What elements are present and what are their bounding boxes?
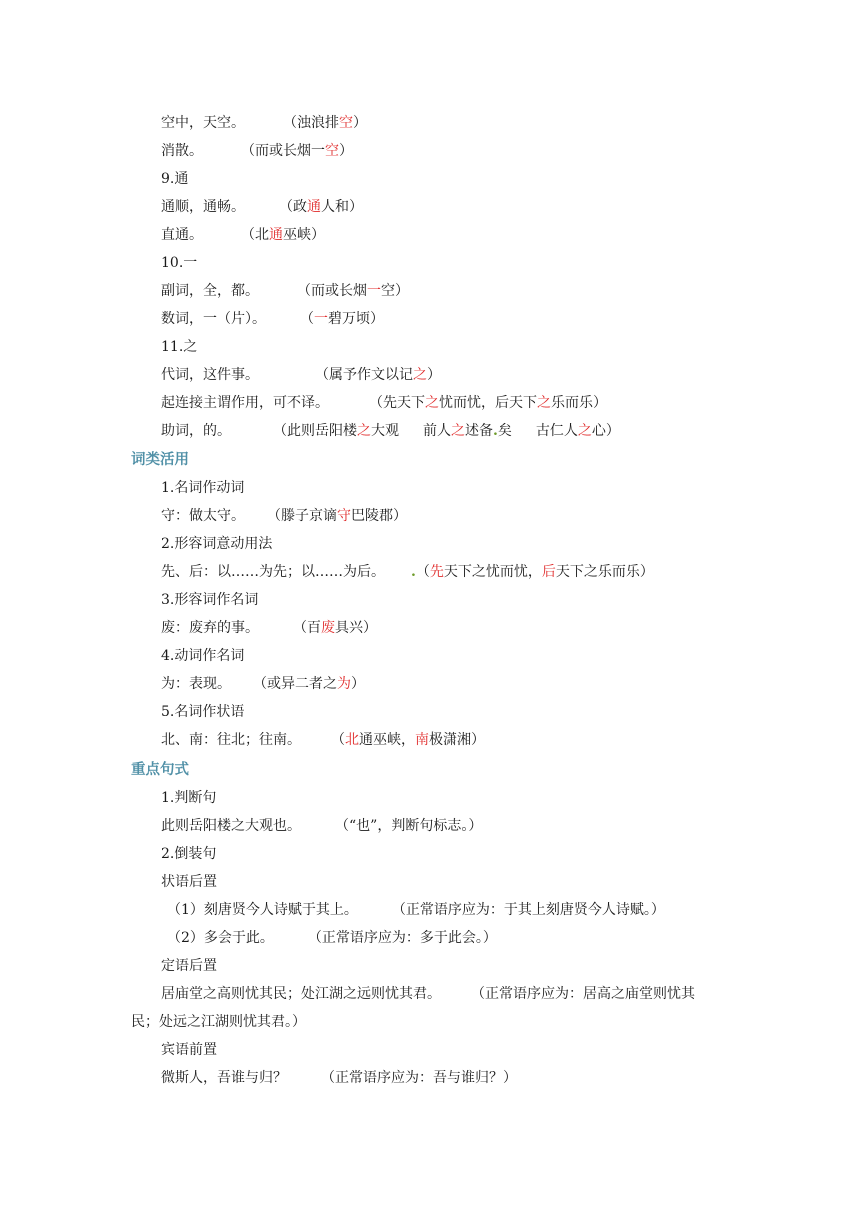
continuation-line: 民；处远之江湖则忧其君。） (131, 1014, 306, 1030)
example-sentence: （而或长烟一空） (241, 143, 353, 159)
highlighted-word: 通 (269, 227, 283, 243)
definition-line (161, 985, 695, 1003)
highlighted-word: 废 (321, 620, 335, 636)
entry-heading: 10.一 (161, 255, 198, 271)
definition-line (161, 142, 353, 160)
highlighted-word: 之 (425, 395, 439, 411)
definition-text: 起连接主谓作用，可不译。 (161, 395, 329, 411)
example-sentence: （此则岳阳楼之大观 前人之述备.矣 古仁人之心） (273, 423, 620, 439)
section-heading: 词类活用 (131, 452, 189, 468)
dot-mark-icon: . (493, 423, 498, 439)
entry-heading: 9.通 (161, 171, 189, 187)
definition-line (161, 563, 654, 581)
example-sentence: （北通巫峡，南极潇湘） (331, 732, 485, 748)
definition-line (161, 114, 367, 132)
highlighted-word: 南 (415, 732, 429, 748)
highlighted-word: 空 (339, 115, 353, 131)
definition-text: （2）多会于此。 (167, 930, 274, 946)
definition-text: 北、南：往北；往南。 (161, 732, 301, 748)
highlighted-word: 之 (413, 367, 427, 383)
subheading: 宾语前置 (161, 1042, 217, 1058)
highlighted-word: 之 (577, 423, 592, 439)
highlighted-word: 后 (541, 564, 556, 580)
entry-heading: 5.名词作状语 (161, 704, 245, 720)
definition-text: 微斯人，吾谁与归？ (161, 1070, 287, 1086)
example-sentence: （“也”，判断句标志。） (335, 818, 483, 834)
example-sentence: （北通巫峡） (241, 227, 325, 243)
definition-line (167, 901, 665, 919)
subheading: 定语后置 (161, 958, 217, 974)
definition-line (161, 226, 325, 244)
definition-line (161, 366, 441, 384)
example-sentence: （先天下之忧而忧，后天下之乐而乐） (369, 395, 607, 411)
example-sentence: （滕子京谪守巴陵郡） (267, 508, 407, 524)
section-heading: 重点句式 (131, 762, 189, 778)
highlighted-word: 守 (337, 508, 351, 524)
definition-text: 助词，的。 (161, 423, 231, 439)
definition-line (161, 675, 365, 693)
example-sentence: （正常语序应为：多于此会。） (307, 930, 497, 946)
example-sentence: （或异二者之为） (253, 676, 365, 692)
definition-text: 空中，天空。 (161, 115, 245, 131)
highlighted-word: 为 (337, 676, 351, 692)
highlighted-word: 之 (451, 423, 465, 439)
definition-line (161, 310, 384, 328)
definition-text: 消散。 (161, 143, 203, 159)
definition-line (161, 422, 620, 440)
definition-line (161, 507, 407, 525)
definition-text: 守：做太守。 (161, 508, 245, 524)
definition-text: 直通。 (161, 227, 203, 243)
definition-text: 居庙堂之高则忧其民；处江湖之远则忧其君。 (161, 986, 441, 1002)
definition-line (161, 394, 607, 412)
definition-line (161, 1069, 517, 1087)
definition-line (161, 198, 363, 216)
highlighted-word: 之 (537, 395, 551, 411)
definition-line (161, 282, 409, 300)
entry-heading: 11.之 (161, 339, 198, 355)
highlighted-word: 通 (307, 199, 321, 215)
example-sentence: （正常语序应为：吾与谁归？） (321, 1070, 517, 1086)
highlighted-word: 一 (314, 311, 328, 327)
highlighted-word: 北 (345, 732, 359, 748)
definition-text: 废：废弃的事。 (161, 620, 259, 636)
highlighted-word: 之 (357, 423, 371, 439)
highlighted-word: 一 (367, 283, 381, 299)
entry-heading: 1.判断句 (161, 790, 217, 806)
definition-text: 为：表现。 (161, 676, 231, 692)
example-sentence: （一碧万顷） (300, 311, 384, 327)
entry-heading: 4.动词作名词 (161, 648, 245, 664)
entry-heading: 2.形容词意动用法 (161, 536, 273, 552)
definition-text: 此则岳阳楼之大观也。 (161, 818, 301, 834)
entry-heading: 2.倒装句 (161, 846, 217, 862)
entry-heading: 1.名词作动词 (161, 480, 245, 496)
definition-text: （1）刻唐贤今人诗赋于其上。 (167, 902, 358, 918)
example-sentence: （浊浪排空） (283, 115, 367, 131)
example-sentence: （正常语序应为：居高之庙堂则忧其 (471, 986, 695, 1002)
definition-text: 数词，一（片）。 (161, 311, 266, 327)
entry-heading: 3.形容词作名词 (161, 592, 259, 608)
definition-line (161, 731, 485, 749)
definition-text: 通顺，通畅。 (161, 199, 245, 215)
subheading: 状语后置 (161, 874, 217, 890)
example-sentence: （政通人和） (279, 199, 363, 215)
highlighted-word: 空 (325, 143, 339, 159)
highlighted-word: 先 (429, 564, 444, 580)
definition-line (161, 817, 482, 835)
example-sentence: （正常语序应为：于其上刻唐贤今人诗赋。） (391, 902, 665, 918)
definition-text: 副词，全，都。 (161, 283, 259, 299)
definition-text: 先、后：以……为先；以……为后。 (161, 564, 385, 580)
example-sentence: （百废具兴） (293, 620, 377, 636)
example-sentence: （属予作文以记之） (315, 367, 441, 383)
definition-text: 代词，这件事。 (161, 367, 259, 383)
definition-line (161, 619, 377, 637)
example-sentence: （先天下之忧而忧，后天下之乐而乐） (415, 564, 654, 580)
definition-line (167, 929, 497, 947)
dot-mark-icon: . (411, 564, 416, 580)
example-sentence: （而或长烟一空） (297, 283, 409, 299)
